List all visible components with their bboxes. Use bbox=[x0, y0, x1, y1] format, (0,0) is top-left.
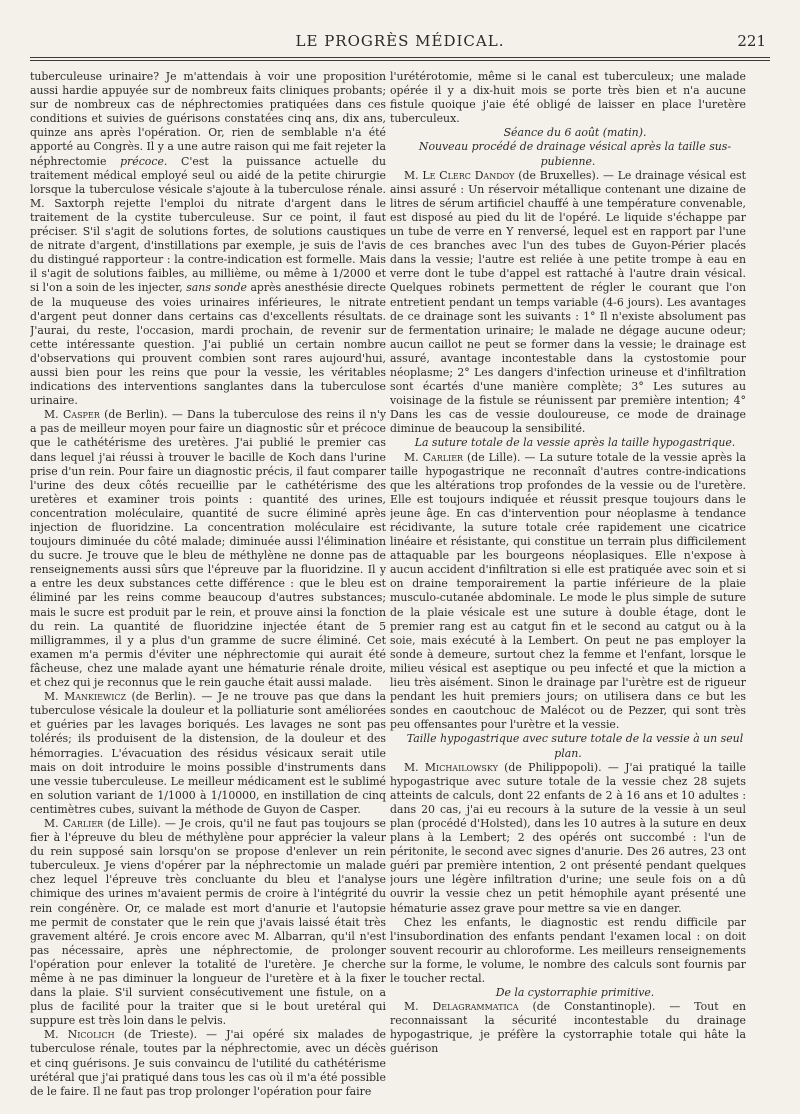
section-heading: Nouveau procédé de drainage vésical après la taille sus-pubienne. bbox=[418, 140, 732, 168]
paragraph-nicolich bbox=[30, 1028, 386, 1098]
header-rule bbox=[30, 57, 770, 58]
paragraph-michailowsky bbox=[390, 761, 746, 916]
text-run: (de Berlin). — Je ne trouve pas que dans la tuberculose vésicale la douleur et la polliaturie sont améliorées et guéries par les lavages boriqués. Les lavages ne sont pas tolérés; ils produisent de la distension, de la douleur et des hémorragies. L'évacuation des résidus vésicaux serait utile mais on doit introduire le moins possible d'instruments dans une vessie tuberculeuse. Le meilleur médicament est le sublimé en solution variant de 1/1000 à 1/10000, en instillation de cinq centimètres cubes, suivant la méthode de Guyon de Casper. bbox=[30, 690, 386, 816]
section-heading: Taille hypogastrique avec suture totale de la vessie à un seul plan. bbox=[406, 732, 744, 760]
speaker-name: M. Delagrammatica bbox=[404, 1000, 519, 1014]
speaker-name: M. Casper bbox=[44, 408, 100, 422]
paragraph-casper bbox=[30, 408, 386, 690]
left-column bbox=[30, 70, 386, 1102]
paragraph-carlier bbox=[30, 817, 386, 1028]
speaker-name: M. Nicolich bbox=[44, 1028, 115, 1042]
page-number: 221 bbox=[737, 32, 766, 50]
paragraph-michailowsky-2: Chez les enfants, le diagnostic est rendu difficile par l'insubordination des enfants pendant l'examen local : on doit souvent recourir au chloroforme. Les meilleurs renseignements sur la forme, le volume, le nombre des calculs sont fournis par le toucher rectal. bbox=[390, 915, 746, 985]
speaker-name: M. Carlier bbox=[404, 450, 464, 464]
text-run: (de Bruxelles). — Le drainage vésical est ainsi assuré : Un réservoir métallique contenant une dizaine de litres de sérum artificiel chauffé à une température convenable, est disposé au pied du lit de l'opéré. Le liquide s'échappe par un tube de verre en Y renversé, lequel est en rapport par l'une de ces branches avec l'un des tubes de Guyon-Périer placés dans la vessie; l'autre est reliée à une petite trompe à eau en verre dont le tube d'appel est rattaché à l'autre drain vésical. Quelques robinets permettent de régler le courant que l'on entretient pendant un temps variable (4-6 jours). Les avantages de ce drainage sont les suivants : 1° Il n'existe absolument pas de fermentation urinaire; le malade ne dégage aucune odeur; aucun caillot ne peut se former dans la vessie; le drainage est assuré, avantage incontestable dans la cystostomie pour néoplasme; 2° Les dangers d'infection urineuse et d'infiltration sont écartés d'une manière complète; 3° Les sutures au voisinage de la fistule se réunissent par première intention; 4° Dans les cas de vessie douloureuse, ce mode de drainage diminue de beaucoup la sensibilité. bbox=[390, 168, 746, 436]
speaker-name: M. Michailowsky bbox=[404, 760, 498, 774]
emphasis: précoce bbox=[120, 154, 164, 168]
speaker-name: M. Carlier bbox=[44, 816, 104, 830]
text-run: (de Lille). — Je crois, qu'il ne faut pas toujours se fier à l'épreuve du bleu de méthylène pour apprécier la valeur du rein supposé sain lorsqu'on se propose d'enlever un rein tuberculeux. Je viens d'opérer par la néphrectomie un malade chez lequel l'épreuve très concluante du bleu et l'analyse chimique des urines m'avaient permis de croire à l'intégrité du rein congénère. Or, ce malade est mort d'anurie et l'autopsie me permit de constater que le rein que j'avais laissé était très gravement altéré. Je crois encore avec M. Albarran, qu'il n'est pas nécessaire, après une néphrectomie, de prolonger l'opération pour enlever la totalité de l'uretère. Je cherche même à ne pas diminuer la longueur de l'uretère et à la fixer dans la plaie. S'il survient consécutivement une fistule, on a plus de facilité pour la traiter que si le bout uretéral qui suppure est très loin dans le pelvis. bbox=[30, 816, 386, 1028]
text-run: (de Trieste). — J'ai opéré six malades de tuberculose rénale, toutes par la néphrectomie, avec un décès et cinq guérisons. Je suis convaincu de l'utilité du cathétérisme urétéral que j'ai pratiqué dans tous les cas où il m'a été possible de le faire. Il ne faut pas trop prolonger l'opération pour faire bbox=[30, 1028, 386, 1098]
paragraph-mankiewicz bbox=[30, 690, 386, 817]
text-run: (de Constantinople). — Tout en reconnaissant la sécurité incontestable du drainage hypogastrique, je préfère la cystorraphie totale qui hâte la guérison bbox=[390, 1000, 746, 1056]
speaker-name: M. Mankiewicz bbox=[44, 690, 127, 704]
speaker-name: M. Le Clerc Dandoy bbox=[404, 168, 515, 182]
paragraph-dandoy bbox=[390, 169, 746, 437]
paragraph-continuation: l'urétérotomie, même si le canal est tuberculeux; une malade opérée il y a dix-huit mois se porte très bien et n'a aucune fistule quoique j'aie été obligé de laisser en place l'uretère tuberculeux. bbox=[390, 70, 746, 126]
text-run: . C'est la puissance actuelle du traitement médical employé seul ou aidé de la petite chirurgie lorsque la tuberculose vésicale s'ajoute à la tuberculose rénale. M. Saxtorph rejette l'emploi du nitrate d'argent dans le traitement de la cystite tuberculeuse. Sur ce point, il faut préciser. S'il s'agit de solutions fortes, de solutions caustiques de nitrate d'argent, d'instillations par exemple, je suis de l'avis du distingué rapporteur : la contre-indication est formelle. Mais il s'agit de solutions faibles, au millième, ou même à 1/2000 et si l'on a soin de les injecter, bbox=[30, 154, 386, 295]
text-run: tuberculeuse urinaire? Je m'attendais à voir une proposition aussi hardie appuyée sur de nombreux faits cliniques probants; sur de nombreux cas de néphrectomies pratiquées dans ces conditions et suivies de guérisons constatées cinq ans, dix ans, quinze ans après l'opération. Or, rien de semblable n'a été apporté au Congrès. Il y a une autre raison qui me fait rejeter la néphrectomie bbox=[30, 70, 386, 168]
header-rule-second bbox=[30, 60, 770, 61]
journal-title: LE PROGRÈS MÉDICAL. bbox=[295, 32, 505, 50]
running-header bbox=[28, 30, 772, 56]
emphasis: sans sonde bbox=[186, 281, 247, 295]
paragraph-continuation bbox=[30, 70, 386, 408]
paragraph-carlier-suture bbox=[390, 451, 746, 733]
session-heading: Séance du 6 août (matin). bbox=[503, 126, 647, 140]
text-run: (de Philippopoli). — J'ai pratiqué la taille hypogastrique avec suture totale de la vessie chez 28 sujets atteints de calculs, dont 22 enfants de 2 à 16 ans et 10 adultes : dans 20 cas, j'ai eu recours à la suture de la vessie à un seul plan (procédé d'Holsted), dans les 10 autres à la suture en deux plans à la Lembert; 2 des opérés ont succombé : l'un de péritonite, le second avec signes d'anurie. Des 26 autres, 23 ont guéri par première intention, 2 ont présenté pendant quelques jours une légère infiltration d'urine; une seule fois on a dû ouvrir la vessie chez un petit hémophile ayant présenté une hématurie assez grave pour mettre sa vie en danger. bbox=[390, 760, 746, 915]
text-run: (de Lille). — La suture totale de la vessie après la taille hypogastrique ne reconnaît d'autres contre-indications que les altérations trop profondes de la vessie ou de l'uretère. Elle est toujours indiquée et réussit presque toujours dans le jeune âge. En cas d'intervention pour néoplasme à tendance récidivante, la suture totale crée rapidement une cicatrice linéaire et résistante, qui constitue un terrain plus difficilement attaquable par les bourgeons néoplasiques. Elle n'expose à aucun accident d'infiltration si elle est pratiquée avec soin et si on draine temporairement la partie inférieure de la plaie musculo-cutanée abdominale. Le mode le plus simple de suture de la plaie vésicale est une suture à double étage, dont le premier rang est au catgut fin et le second au catgut ou à la soie, mais exécuté à la Lembert. On peut ne pas employer la sonde à demeure, surtout chez la femme et l'enfant, lorsque le milieu vésical est aseptique ou peu infecté et que la miction a lieu très aisément. Sinon le drainage par l'urètre est de rigueur pendant les huit premiers jours; on utilisera dans ce but les sondes en caoutchouc de Malécot ou de Pezzer, qui sont très peu offensantes pour l'urètre et la vessie. bbox=[390, 450, 746, 732]
section-heading: La suture totale de la vessie après la taille hypogastrique. bbox=[414, 436, 736, 450]
paragraph-delagrammatica bbox=[390, 1000, 746, 1056]
right-column bbox=[390, 70, 746, 1102]
text-run: (de Berlin). — Dans la tuberculose des reins il n'y a pas de meilleur moyen pour faire un diagnostic sûr et précoce que le cathétérisme des uretères. J'ai publié le premier cas dans lequel j'ai réussi à trouver le bacille de Koch dans l'urine prise d'un rein. Pour faire un diagnostic précis, il faut comparer l'urine des deux côtés recueillie par le cathétérisme des uretères et examiner trois points : quantité des urines, concentration moléculaire, quantité de sucre éliminé après injection de fluoridzine. La concentration moléculaire est toujours diminuée du côté malade; diminuée aussi l'élimination du sucre. Je trouve que le bleu de méthylène ne donne pas de renseignements aussi sûrs que l'épreuve par la fluoridzine. Il y a entre les deux substances cette différence : que le bleu est éliminé par les reins comme beaucoup d'autres substances; mais le sucre est produit par le rein, et prouve ainsi la fonction du rein. La quantité de fluoridzine injectée étant de 5 milligrammes, il y a plus d'un gramme de sucre éliminé. Cet examen m'a permis d'éviter une néphrectomie qui aurait été fâcheuse, chez une malade ayant une hématurie rénale droite, et chez qui je reconnus que le rein gauche était aussi malade. bbox=[30, 408, 386, 690]
section-heading: De la cystorraphie primitive. bbox=[495, 986, 655, 1000]
text-run: après anesthésie directe de la muqueuse des voies urinaires inférieures, le nitrate d'argent peut donner dans certains cas d'excellents résultats. J'aurai, du reste, l'occasion, mardi prochain, de revenir sur cette intéressante question. J'ai publié un certain nombre d'observations qui prouvent combien sont rares aujourd'hui, aussi bien pour les reins que pour la vessie, les véritables indications des interventions sanglantes dans la tuberculose urinaire. bbox=[30, 281, 386, 408]
